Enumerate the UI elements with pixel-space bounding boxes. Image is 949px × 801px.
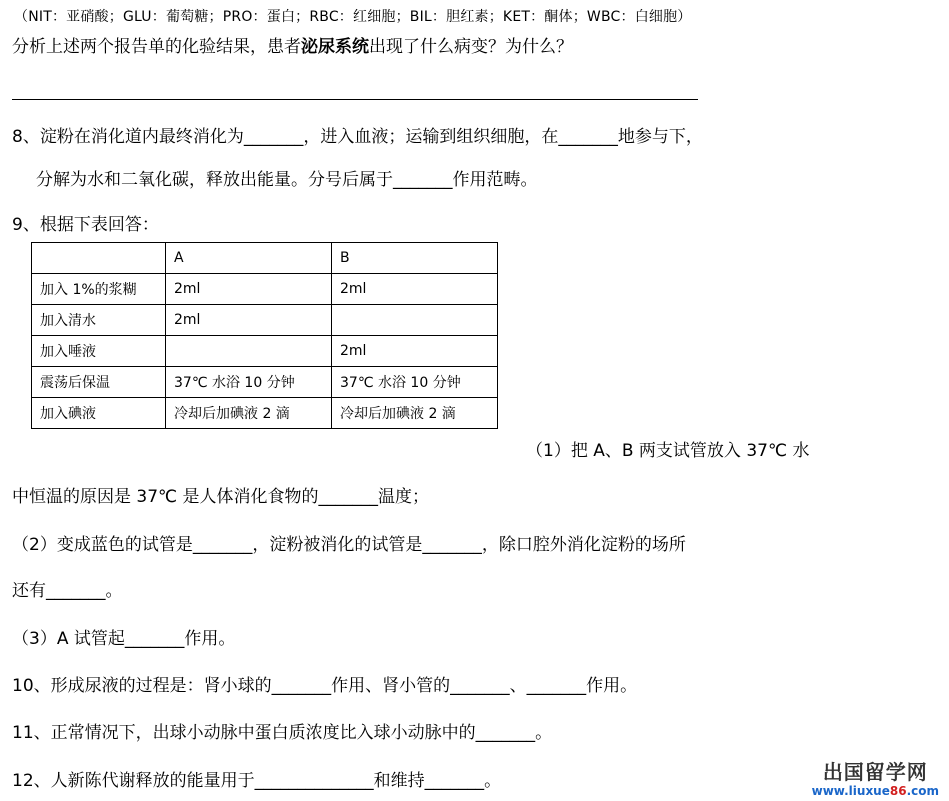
table-cell — [166, 336, 332, 367]
table-header-row — [32, 243, 498, 274]
analysis-question-pre: 分析上述两个报告单的化验结果，患者 — [12, 37, 301, 57]
table-row — [32, 274, 498, 305]
table-cell: 加入 1%的浆糊 — [32, 274, 166, 305]
table-row — [32, 398, 498, 429]
experiment-table — [31, 242, 498, 429]
question-11: 11、正常情况下，出球小动脉中蛋白质浓度比入球小动脉中的_______。 — [12, 723, 553, 743]
analysis-question-post: 出现了什么病变？为什么？ — [369, 37, 573, 57]
answer-line — [12, 99, 698, 100]
table-row — [32, 305, 498, 336]
analysis-question — [12, 36, 573, 58]
table-cell: 37℃ 水浴 10 分钟 — [332, 367, 498, 398]
table-cell: 2ml — [332, 274, 498, 305]
table-cell: 加入清水 — [32, 305, 166, 336]
question-9-title: 9、根据下表回答： — [12, 215, 159, 235]
table-cell: 37℃ 水浴 10 分钟 — [166, 367, 332, 398]
site-watermark — [812, 762, 939, 797]
question-12: 12、人新陈代谢释放的能量用于______________和维持_______。 — [12, 771, 502, 791]
table-row — [32, 336, 498, 367]
table-cell: 冷却后加碘液 2 滴 — [332, 398, 498, 429]
analysis-question-bold: 泌尿系统 — [301, 37, 369, 57]
watermark-url-part-3: .com — [906, 784, 939, 798]
abbreviation-legend: （NIT：亚硝酸；GLU：葡萄糖；PRO：蛋白；RBC：红细胞；BIL：胆红素；KET：酮体；WBC：白细胞） — [14, 9, 692, 25]
watermark-url-part-1: www.liuxue — [811, 784, 890, 798]
question-9-part-1a: （1）把 A、B 两支试管放入 37℃ 水 — [526, 441, 810, 461]
table-cell: 2ml — [332, 336, 498, 367]
watermark-url-part-2: 86 — [889, 784, 907, 798]
question-9-part-2b: 还有_______。 — [12, 581, 123, 601]
table-cell — [32, 243, 166, 274]
table-cell: 2ml — [166, 305, 332, 336]
watermark-url — [812, 785, 939, 797]
table-cell: 震荡后保温 — [32, 367, 166, 398]
table-cell: 2ml — [166, 274, 332, 305]
table-row — [32, 367, 498, 398]
question-10: 10、形成尿液的过程是：肾小球的_______作用、肾小管的_______、_______作用。 — [12, 676, 638, 696]
watermark-title: 出国留学网 — [822, 760, 928, 784]
table-cell — [332, 305, 498, 336]
table-cell: A — [166, 243, 332, 274]
table-cell: 冷却后加碘液 2 滴 — [166, 398, 332, 429]
question-9-part-2a: （2）变成蓝色的试管是_______，淀粉被消化的试管是_______，除口腔外消化淀粉的场所 — [12, 535, 686, 555]
question-9-part-1b: 中恒温的原因是 37℃ 是人体消化食物的_______温度； — [12, 487, 430, 507]
question-8-line-2: 分解为水和二氧化碳，释放出能量。分号后属于_______作用范畴。 — [36, 170, 538, 190]
table-cell: B — [332, 243, 498, 274]
table-cell: 加入唾液 — [32, 336, 166, 367]
question-9-part-3: （3）A 试管起_______作用。 — [12, 629, 236, 649]
question-8-line-1: 8、淀粉在消化道内最终消化为_______，进入血液；运输到组织细胞，在_______地参与下， — [12, 127, 703, 147]
table-cell: 加入碘液 — [32, 398, 166, 429]
